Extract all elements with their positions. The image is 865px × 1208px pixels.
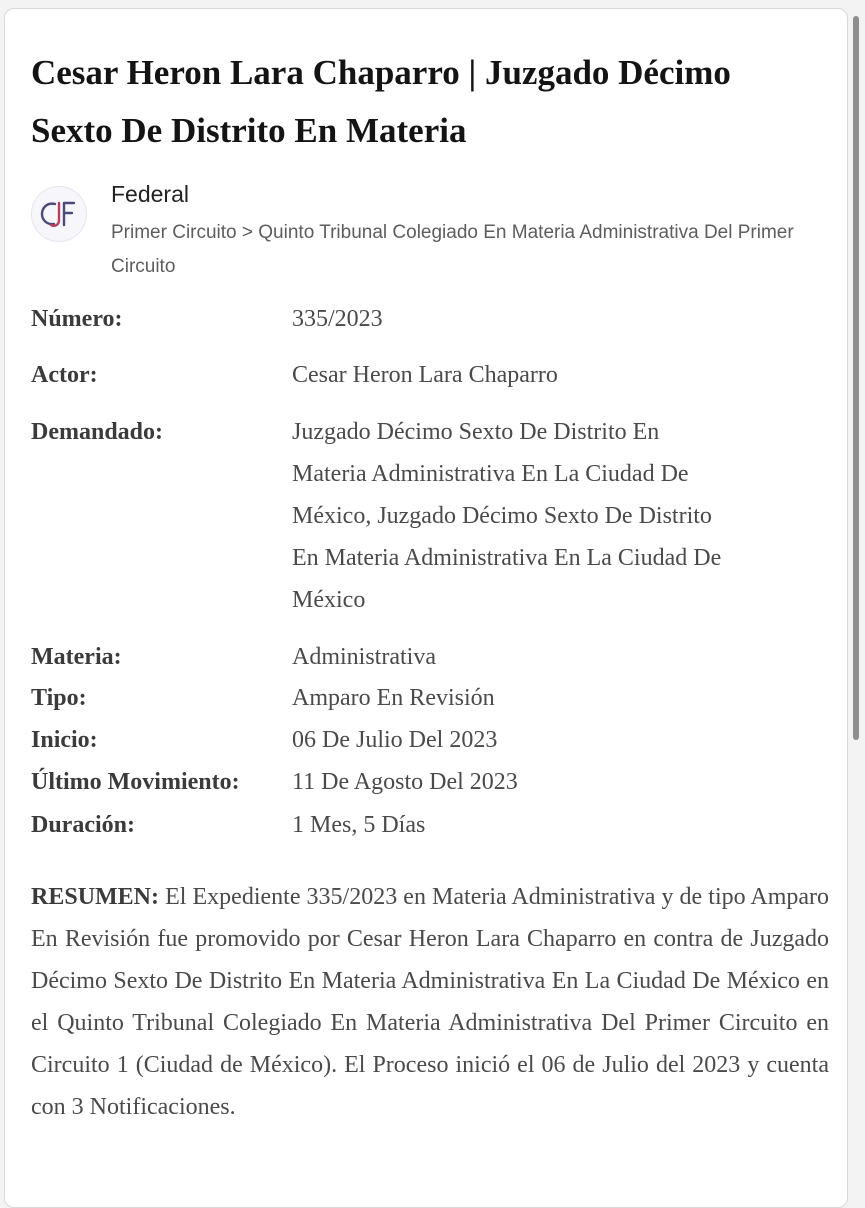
demandado-label: Demandado: [31, 419, 164, 445]
case-title: Cesar Heron Lara Chaparro | Juzgado Décimo Sexto De Distrito En Materia [31, 53, 731, 150]
actor-label: Actor: [31, 362, 98, 388]
numero-value: 335/2023 [292, 306, 383, 332]
court-level: Federal [111, 181, 189, 207]
case-summary [31, 876, 829, 1128]
numero-label: Número: [31, 306, 123, 332]
actor-value: Cesar Heron Lara Chaparro [292, 362, 558, 388]
scrollbar[interactable] [853, 16, 859, 740]
ultimo-movimiento-label: Último Movimiento: [31, 769, 240, 795]
demandado-value: Juzgado Décimo Sexto De Distrito En Materia Administrativa En La Ciudad De México, Juzgado Décimo Sexto De Distrito En Materia Administrativa En La Ciudad De México [292, 419, 722, 613]
materia-label: Materia: [31, 644, 122, 670]
ultimo-movimiento-value: 11 De Agosto Del 2023 [292, 769, 518, 795]
tipo-label: Tipo: [31, 685, 87, 711]
duracion-value: 1 Mes, 5 Días [292, 812, 426, 838]
duracion-label: Duración: [31, 812, 135, 838]
court-breadcrumb: Primer Circuito > Quinto Tribunal Colegiado En Materia Administrativa Del Primer Circuito [111, 222, 794, 277]
inicio-value: 06 De Julio Del 2023 [292, 727, 498, 753]
inicio-label: Inicio: [31, 727, 98, 753]
materia-value: Administrativa [292, 644, 436, 670]
cjf-logo-icon [31, 186, 87, 242]
summary-label: RESUMEN: [31, 884, 160, 910]
summary-text: El Expediente 335/2023 en Materia Administrativa y de tipo Amparo En Revisión fue promovido por Cesar Heron Lara Chaparro en contra de Juzgado Décimo Sexto De Distrito En Materia Administrativa En La Ciudad De México en el Quinto Tribunal Colegiado En Materia Administrativa Del Primer Circuito en Circuito 1 (Ciudad de México). El Proceso inició el 06 de Julio del 2023 y cuenta con 3 Notificaciones. [31, 884, 830, 1120]
tipo-value: Amparo En Revisión [292, 685, 495, 711]
